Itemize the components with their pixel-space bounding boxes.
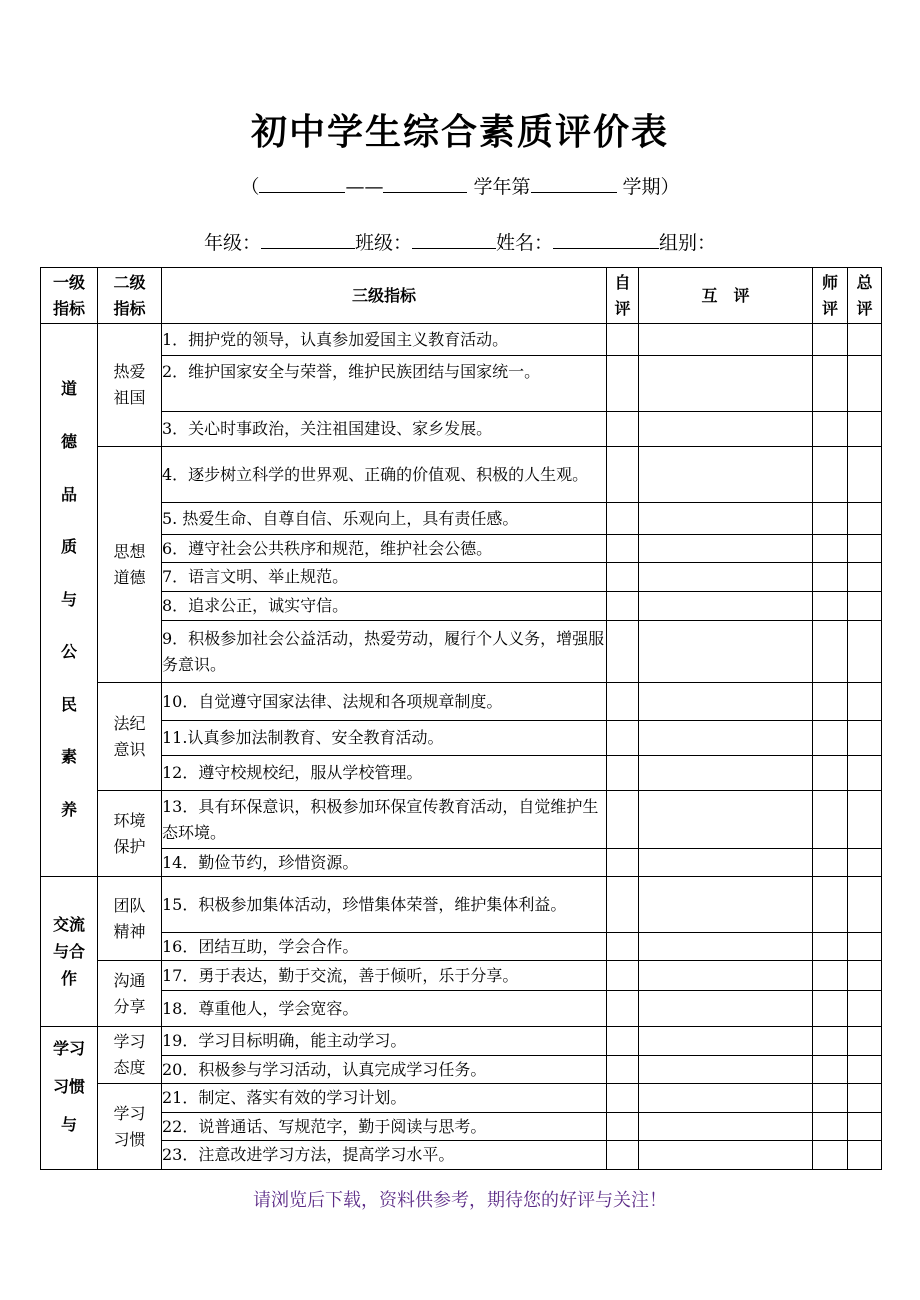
total-score-cell[interactable] xyxy=(848,961,882,991)
total-score-cell[interactable] xyxy=(848,503,882,535)
table-row xyxy=(41,1056,882,1084)
peer-score-cell[interactable] xyxy=(639,535,813,563)
total-score-cell[interactable] xyxy=(848,756,882,791)
header-teacher: 师评 xyxy=(813,268,848,324)
group-label: 组别： xyxy=(659,232,717,254)
peer-score-cell[interactable] xyxy=(639,683,813,721)
item-text: 13．具有环保意识，积极参加环保宣传教育活动，自觉维护生态环境。 xyxy=(162,791,607,849)
teacher-score-cell[interactable] xyxy=(813,356,848,412)
self-score-cell[interactable] xyxy=(607,849,639,877)
start-year-blank[interactable] xyxy=(259,174,345,193)
item-text: 23．注意改进学习方法，提高学习水平。 xyxy=(162,1141,607,1170)
table-row xyxy=(41,756,882,791)
teacher-score-cell[interactable] xyxy=(813,1027,848,1056)
peer-score-cell[interactable] xyxy=(639,324,813,356)
self-score-cell[interactable] xyxy=(607,1113,639,1141)
item-text: 21．制定、落实有效的学习计划。 xyxy=(162,1084,607,1113)
teacher-score-cell[interactable] xyxy=(813,756,848,791)
evaluation-table xyxy=(40,267,882,1170)
self-score-cell[interactable] xyxy=(607,933,639,961)
peer-score-cell[interactable] xyxy=(639,1141,813,1170)
self-score-cell[interactable] xyxy=(607,1141,639,1170)
item-text: 15．积极参加集体活动，珍惜集体荣誉，维护集体利益。 xyxy=(162,877,607,933)
level1-moral-cell: 道德品质与公民素养 xyxy=(41,324,98,877)
total-score-cell[interactable] xyxy=(848,1027,882,1056)
peer-score-cell[interactable] xyxy=(639,791,813,849)
table-row xyxy=(41,535,882,563)
teacher-score-cell[interactable] xyxy=(813,961,848,991)
teacher-score-cell[interactable] xyxy=(813,535,848,563)
teacher-score-cell[interactable] xyxy=(813,324,848,356)
item-text: 20．积极参与学习活动，认真完成学习任务。 xyxy=(162,1056,607,1084)
total-score-cell[interactable] xyxy=(848,356,882,412)
level2-patriotism-cell: 热爱祖国 xyxy=(98,324,162,447)
item-text: 8．追求公正，诚实守信。 xyxy=(162,592,607,621)
end-year-blank[interactable] xyxy=(383,174,467,193)
self-score-cell[interactable] xyxy=(607,412,639,447)
table-row xyxy=(41,933,882,961)
header-total: 总评 xyxy=(848,268,882,324)
peer-score-cell[interactable] xyxy=(639,412,813,447)
total-score-cell[interactable] xyxy=(848,324,882,356)
item-text: 7．语言文明、举止规范。 xyxy=(162,563,607,592)
self-score-cell[interactable] xyxy=(607,991,639,1027)
peer-score-cell[interactable] xyxy=(639,1084,813,1113)
self-score-cell[interactable] xyxy=(607,356,639,412)
peer-score-cell[interactable] xyxy=(639,1056,813,1084)
name-blank[interactable] xyxy=(553,230,659,249)
class-label: 班级： xyxy=(354,232,412,254)
item-text: 10．自觉遵守国家法律、法规和各项规章制度。 xyxy=(162,683,607,721)
total-score-cell[interactable] xyxy=(848,791,882,849)
teacher-score-cell[interactable] xyxy=(813,933,848,961)
peer-score-cell[interactable] xyxy=(639,356,813,412)
self-score-cell[interactable] xyxy=(607,592,639,621)
table-row xyxy=(41,356,882,412)
level2-attitude-cell: 学习态度 xyxy=(98,1027,162,1084)
item-text: 22．说普通话、写规范字，勤于阅读与思考。 xyxy=(162,1113,607,1141)
teacher-score-cell[interactable] xyxy=(813,791,848,849)
table-row xyxy=(41,447,882,503)
peer-score-cell[interactable] xyxy=(639,447,813,503)
item-text: 3．关心时事政治，关注祖国建设、家乡发展。 xyxy=(162,412,607,447)
table-row xyxy=(41,1141,882,1170)
teacher-score-cell[interactable] xyxy=(813,592,848,621)
total-score-cell[interactable] xyxy=(848,1084,882,1113)
header-level1: 一级指标 xyxy=(41,268,98,324)
table-row xyxy=(41,503,882,535)
self-score-cell[interactable] xyxy=(607,1027,639,1056)
table-row xyxy=(41,791,882,849)
teacher-score-cell[interactable] xyxy=(813,412,848,447)
item-text: 11.认真参加法制教育、安全教育活动。 xyxy=(162,721,607,756)
table-row xyxy=(41,683,882,721)
level2-habit-cell: 学习习惯 xyxy=(98,1084,162,1170)
peer-score-cell[interactable] xyxy=(639,621,813,683)
item-text: 16．团结互助，学会合作。 xyxy=(162,933,607,961)
table-row xyxy=(41,592,882,621)
peer-score-cell[interactable] xyxy=(639,849,813,877)
level1-communication-cell: 交流与合作 xyxy=(41,877,98,1027)
self-score-cell[interactable] xyxy=(607,621,639,683)
peer-score-cell[interactable] xyxy=(639,1027,813,1056)
grade-label: 年级： xyxy=(203,232,261,254)
peer-score-cell[interactable] xyxy=(639,991,813,1027)
footer-note: 请浏览后下载，资料供参考，期待您的好评与关注！ xyxy=(253,1190,667,1211)
teacher-score-cell[interactable] xyxy=(813,1056,848,1084)
total-score-cell[interactable] xyxy=(848,721,882,756)
table-row xyxy=(41,324,882,356)
teacher-score-cell[interactable] xyxy=(813,721,848,756)
teacher-score-cell[interactable] xyxy=(813,563,848,592)
self-score-cell[interactable] xyxy=(607,683,639,721)
teacher-score-cell[interactable] xyxy=(813,683,848,721)
school-year-line xyxy=(0,172,920,199)
table-row xyxy=(41,412,882,447)
total-score-cell[interactable] xyxy=(848,621,882,683)
year-open-paren: （ xyxy=(240,176,260,198)
peer-score-cell[interactable] xyxy=(639,1113,813,1141)
table-row xyxy=(41,1027,882,1056)
total-score-cell[interactable] xyxy=(848,447,882,503)
level2-sharing-cell: 沟通分享 xyxy=(98,961,162,1027)
self-score-cell[interactable] xyxy=(607,877,639,933)
term-label: 学期） xyxy=(616,176,680,198)
header-level2: 二级指标 xyxy=(98,268,162,324)
table-row xyxy=(41,621,882,683)
table-row xyxy=(41,563,882,592)
self-score-cell[interactable] xyxy=(607,447,639,503)
level1-learning-cell: 学习习惯与 xyxy=(41,1027,98,1170)
name-label: 姓名： xyxy=(496,232,554,254)
level2-environment-cell: 环境保护 xyxy=(98,791,162,877)
table-row xyxy=(41,1084,882,1113)
level2-ideology-cell: 思想道德 xyxy=(98,447,162,683)
level2-team-cell: 团队精神 xyxy=(98,877,162,961)
peer-score-cell[interactable] xyxy=(639,563,813,592)
teacher-score-cell[interactable] xyxy=(813,447,848,503)
total-score-cell[interactable] xyxy=(848,412,882,447)
item-text: 18．尊重他人，学会宽容。 xyxy=(162,991,607,1027)
total-score-cell[interactable] xyxy=(848,877,882,933)
self-score-cell[interactable] xyxy=(607,563,639,592)
self-score-cell[interactable] xyxy=(607,535,639,563)
item-text: 14．勤俭节约，珍惜资源。 xyxy=(162,849,607,877)
item-text: 19．学习目标明确，能主动学习。 xyxy=(162,1027,607,1056)
peer-score-cell[interactable] xyxy=(639,721,813,756)
header-row xyxy=(41,268,882,324)
table-row xyxy=(41,961,882,991)
peer-score-cell[interactable] xyxy=(639,933,813,961)
self-score-cell[interactable] xyxy=(607,324,639,356)
peer-score-cell[interactable] xyxy=(639,756,813,791)
self-score-cell[interactable] xyxy=(607,1056,639,1084)
teacher-score-cell[interactable] xyxy=(813,1113,848,1141)
total-score-cell[interactable] xyxy=(848,849,882,877)
self-score-cell[interactable] xyxy=(607,791,639,849)
item-text: 4．逐步树立科学的世界观、正确的价值观、积极的人生观。 xyxy=(162,447,607,503)
peer-score-cell[interactable] xyxy=(639,961,813,991)
self-score-cell[interactable] xyxy=(607,961,639,991)
teacher-score-cell[interactable] xyxy=(813,1084,848,1113)
item-text: 17．勇于表达，勤于交流，善于倾听，乐于分享。 xyxy=(162,961,607,991)
teacher-score-cell[interactable] xyxy=(813,621,848,683)
total-score-cell[interactable] xyxy=(848,991,882,1027)
year-dash: —— xyxy=(345,176,384,198)
teacher-score-cell[interactable] xyxy=(813,877,848,933)
total-score-cell[interactable] xyxy=(848,563,882,592)
item-text: 6．遵守社会公共秩序和规范，维护社会公德。 xyxy=(162,535,607,563)
table-row xyxy=(41,991,882,1027)
total-score-cell[interactable] xyxy=(848,1141,882,1170)
self-score-cell[interactable] xyxy=(607,503,639,535)
page-title: 初中学生综合素质评价表 xyxy=(250,111,669,153)
total-score-cell[interactable] xyxy=(848,1113,882,1141)
self-score-cell[interactable] xyxy=(607,1084,639,1113)
teacher-score-cell[interactable] xyxy=(813,991,848,1027)
teacher-score-cell[interactable] xyxy=(813,849,848,877)
class-blank[interactable] xyxy=(412,230,496,249)
header-level3: 三级指标 xyxy=(162,268,607,324)
teacher-score-cell[interactable] xyxy=(813,1141,848,1170)
item-text: 9．积极参加社会公益活动，热爱劳动，履行个人义务，增强服务意识。 xyxy=(162,621,607,683)
level2-law-cell: 法纪意识 xyxy=(98,683,162,791)
year-label: 学年第 xyxy=(467,176,531,198)
table-row xyxy=(41,849,882,877)
peer-score-cell[interactable] xyxy=(639,877,813,933)
total-score-cell[interactable] xyxy=(848,592,882,621)
item-text: 5. 热爱生命、自尊自信、乐观向上，具有责任感。 xyxy=(162,503,607,535)
total-score-cell[interactable] xyxy=(848,535,882,563)
table-row xyxy=(41,877,882,933)
term-blank[interactable] xyxy=(531,174,617,193)
peer-score-cell[interactable] xyxy=(639,503,813,535)
peer-score-cell[interactable] xyxy=(639,592,813,621)
header-peer: 互 评 xyxy=(639,268,813,324)
item-text: 12．遵守校规校纪，服从学校管理。 xyxy=(162,756,607,791)
item-text: 2．维护国家安全与荣誉，维护民族团结与国家统一。 xyxy=(162,356,607,412)
grade-blank[interactable] xyxy=(261,230,355,249)
table-row xyxy=(41,721,882,756)
header-self: 自评 xyxy=(607,268,639,324)
total-score-cell[interactable] xyxy=(848,683,882,721)
total-score-cell[interactable] xyxy=(848,1056,882,1084)
student-info-line xyxy=(0,228,920,255)
table-row xyxy=(41,1113,882,1141)
item-text: 1．拥护党的领导，认真参加爱国主义教育活动。 xyxy=(162,324,607,356)
self-score-cell[interactable] xyxy=(607,721,639,756)
total-score-cell[interactable] xyxy=(848,933,882,961)
teacher-score-cell[interactable] xyxy=(813,503,848,535)
self-score-cell[interactable] xyxy=(607,756,639,791)
